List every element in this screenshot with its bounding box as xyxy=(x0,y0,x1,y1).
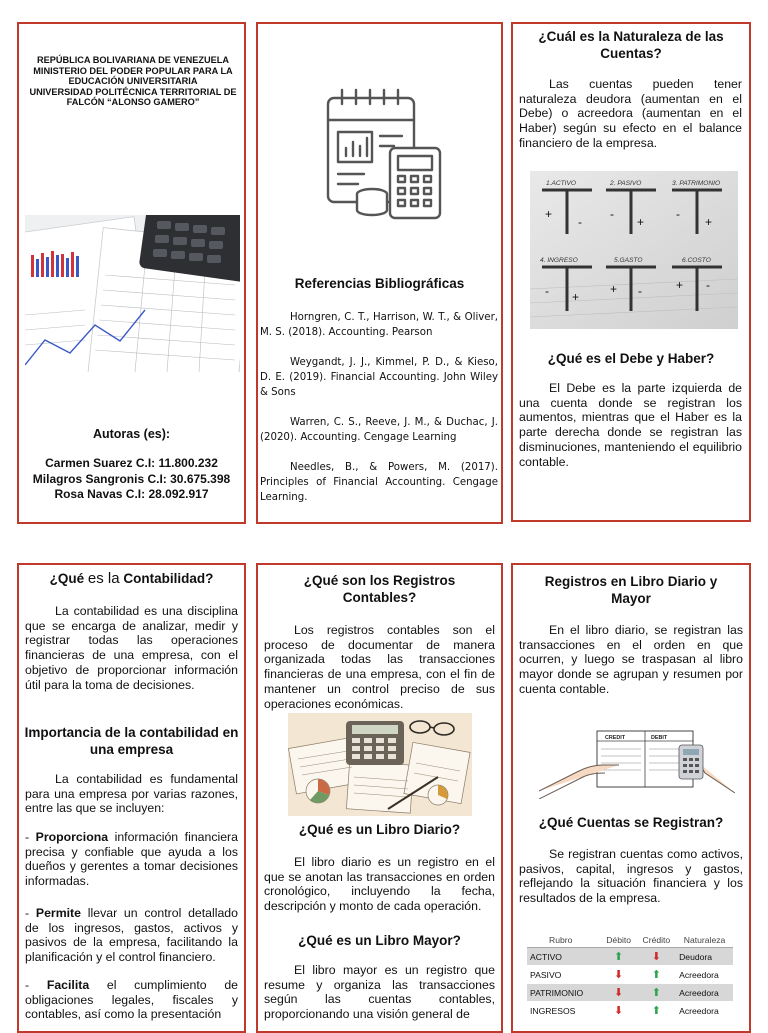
svg-text:-: - xyxy=(676,207,680,221)
reference-entry: Horngren, C. T., Harrison, W. T., & Oliver, M. S. (2018). Accounting. Pearson xyxy=(260,312,498,338)
t-account-label: 6.COSTO xyxy=(682,257,711,264)
table-header-row xyxy=(527,933,733,948)
title-part: ¿Qué xyxy=(49,571,88,586)
references-title: Referencias Bibliográficas xyxy=(294,276,465,291)
debe-haber-title: ¿Qué es el Debe y Haber? xyxy=(547,351,715,366)
arrow-down-icon: ⬇ xyxy=(637,948,676,966)
svg-text:-: - xyxy=(610,207,614,221)
reference-entry: Warren, C. S., Reeve, J. M., & Duchac, J. (2020). Accounting. Cengage Learning xyxy=(260,417,498,443)
accounts-table-wrap xyxy=(527,933,733,1020)
table-cell-rubro: PATRIMONIO xyxy=(527,984,601,1002)
table-header: Naturaleza xyxy=(676,933,733,948)
ledger-text: En el libro diario, se registran las transacciones en el orden en que ocurren, y luego se traspasan al libro mayor donde se agrupan y resumen por cuenta contable. xyxy=(519,623,743,696)
table-row xyxy=(527,984,733,1002)
arrow-up-icon: ⬆ xyxy=(637,966,676,984)
svg-text:+: + xyxy=(705,215,713,229)
ledger-panel xyxy=(511,563,751,1033)
diario-title: ¿Qué es un Libro Diario? xyxy=(298,822,461,837)
bullet-item: - Proporciona información financiera precisa y confiable que ayuda a los dueños y gerentes a tomar decisiones informadas. xyxy=(25,830,238,889)
table-row xyxy=(527,966,733,984)
svg-text:+: + xyxy=(545,207,553,221)
arrow-down-icon: ⬇ xyxy=(601,1002,637,1020)
table-row xyxy=(527,948,733,966)
table-cell-rubro: INGRESOS xyxy=(527,1002,601,1020)
institution-line: UNIVERSIDAD POLITÉCNICA TERRITORIAL DE FALCÓN “ALONSO GAMERO” xyxy=(29,86,237,108)
institution-line: MINISTERIO DEL PODER POPULAR PARA LA EDUCACIÓN UNIVERSITARIA xyxy=(33,65,233,87)
account-nature-panel xyxy=(511,22,751,522)
reference-entry: Weygandt, J. J., Kimmel, P. D., & Kieso, D. E. (2019). Financial Accounting. John Wiley & Sons xyxy=(260,357,498,398)
accounting-desk-illustration xyxy=(288,713,472,816)
importance-text: La contabilidad es fundamental para una empresa por varias razones, entre las que se incluyen: xyxy=(25,772,238,816)
records-panel xyxy=(256,563,503,1033)
nature-text: Las cuentas pueden tener naturaleza deudora (aumentan en el Debe) o acreedora (aumentan en el Haber) según su efecto en el balance financiero de la empresa. xyxy=(519,77,742,150)
svg-text:+: + xyxy=(637,215,645,229)
table-cell-naturaleza: Deudora xyxy=(676,948,733,966)
reference-entry: Needles, B., & Powers, M. (2017). Principles of Financial Accounting. Cengage Learning. xyxy=(260,462,498,503)
debe-haber-text: El Debe es la parte izquierda de una cuenta donde se registran los aumentos, mientras que el Haber es la parte derecha donde se registran las disminuciones, manteniendo el equilibrio contable. xyxy=(519,381,742,469)
institution-header xyxy=(25,55,241,108)
mayor-title: ¿Qué es un Libro Mayor? xyxy=(298,933,461,948)
table-header: Crédito xyxy=(637,933,676,948)
arrow-down-icon: ⬇ xyxy=(601,984,637,1002)
table-row xyxy=(527,1002,733,1020)
table-cell-naturaleza: Acreedora xyxy=(676,966,733,984)
bullet-text: el cumplimiento de obligaciones legales, fiscales y contables, así como la presentación xyxy=(25,978,238,1022)
bullet-keyword: Proporciona xyxy=(35,830,109,844)
diario-text: El libro diario es un registro en el que se anotan las transacciones en orden cronológico, incluyendo la fecha, descripción y monto de cada operación. xyxy=(264,855,495,914)
nature-title: ¿Cuál es la Naturaleza de las Cuentas? xyxy=(538,29,724,61)
records-text: Los registros contables son el proceso de documentar de manera organizada todas las transacciones financieras de una empresa, con el fin de mantener un control preciso de sus operaciones económicas. xyxy=(264,623,495,711)
calendar-calculator-icon xyxy=(324,86,444,231)
t-account-label: 4. INGRESO xyxy=(540,257,578,264)
arrow-up-icon: ⬆ xyxy=(637,984,676,1002)
references-list xyxy=(260,310,498,505)
authors-label: Autoras (es): xyxy=(92,427,171,441)
institution-line: REPÚBLICA BOLIVARIANA DE VENEZUELA xyxy=(36,55,230,65)
title-part: es la xyxy=(87,570,120,587)
illustration-label: CREDIT xyxy=(605,735,626,741)
svg-text:-: - xyxy=(638,284,642,298)
title-part: Contabilidad? xyxy=(119,571,214,586)
accounting-panel xyxy=(17,563,246,1033)
t-account-label: 5.GASTO xyxy=(614,257,643,264)
svg-text:+: + xyxy=(610,282,618,296)
accounts-table xyxy=(527,933,733,1020)
svg-text:-: - xyxy=(706,278,710,292)
bullet-item: - Permite llevar un control detallado de los ingresos, gastos, activos y pasivos de la empresa, facilitando la planificación y el control financiero. xyxy=(25,906,238,965)
arrow-up-icon: ⬆ xyxy=(637,1002,676,1020)
table-header: Débito xyxy=(601,933,637,948)
ledger-title: Registros en Libro Diario y Mayor xyxy=(544,574,718,606)
bullet-keyword: Permite xyxy=(35,906,81,920)
t-account-label: 2. PASIVO xyxy=(610,180,642,187)
records-title: ¿Qué son los Registros Contables? xyxy=(303,573,456,605)
author-name: Carmen Suarez C.I: 11.800.232 xyxy=(45,456,218,470)
bullet-item: - Facilita el cumplimiento de obligaciones legales, fiscales y contables, así como la presentación xyxy=(25,978,238,1022)
arrow-up-icon: ⬆ xyxy=(601,948,637,966)
arrow-down-icon: ⬇ xyxy=(601,966,637,984)
table-cell-naturaleza: Acreedora xyxy=(676,984,733,1002)
t-accounts-image xyxy=(530,171,738,329)
svg-text:+: + xyxy=(676,278,684,292)
author-name: Rosa Navas C.I: 28.092.917 xyxy=(54,487,209,501)
table-cell-rubro: PASIVO xyxy=(527,966,601,984)
t-account-label: 3. PATRIMONIO xyxy=(672,180,721,187)
bullet-text: información financiera precisa y confiable que ayuda a los dueños y gerentes a tomar decisiones informadas. xyxy=(25,830,238,889)
bullet-text: llevar un control detallado de los ingresos, gastos, activos y pasivos de la empresa, facilitando la planificación y el control financiero. xyxy=(25,906,238,965)
mayor-text: El libro mayor es un registro que resume y organiza las transacciones según las cuentas contables, proporcionando una visión general de xyxy=(264,963,495,1022)
bullet-keyword: Facilita xyxy=(46,978,90,992)
cuentas-text: Se registran cuentas como activos, pasivos, capital, ingresos y gastos, reflejando la situación financiera y los resultados de la empresa. xyxy=(519,847,743,906)
accounting-photo xyxy=(25,215,240,372)
table-cell-rubro: ACTIVO xyxy=(527,948,601,966)
table-cell-naturaleza: Acreedora xyxy=(676,1002,733,1020)
svg-text:-: - xyxy=(545,284,549,298)
author-name: Milagros Sangronis C.I: 30.675.398 xyxy=(32,471,231,486)
accounting-title xyxy=(19,571,244,588)
table-header: Rubro xyxy=(527,933,601,948)
cover-panel xyxy=(17,22,246,524)
credit-debit-illustration xyxy=(539,711,735,799)
accounting-text: La contabilidad es una disciplina que se encarga de analizar, medir y registrar todas las operaciones financieras de una empresa, con el objetivo de proporcionar información útil para la toma de decisiones. xyxy=(25,604,238,692)
authors-list xyxy=(19,456,244,503)
cuentas-title: ¿Qué Cuentas se Registran? xyxy=(538,815,724,830)
illustration-label: DEBIT xyxy=(651,735,668,741)
svg-text:+: + xyxy=(572,290,580,304)
svg-text:-: - xyxy=(578,215,582,229)
table-body xyxy=(527,948,733,1020)
references-panel xyxy=(256,22,503,524)
t-account-label: 1.ACTIVO xyxy=(546,180,577,187)
importance-title: Importancia de la contabilidad en una empresa xyxy=(24,725,239,757)
